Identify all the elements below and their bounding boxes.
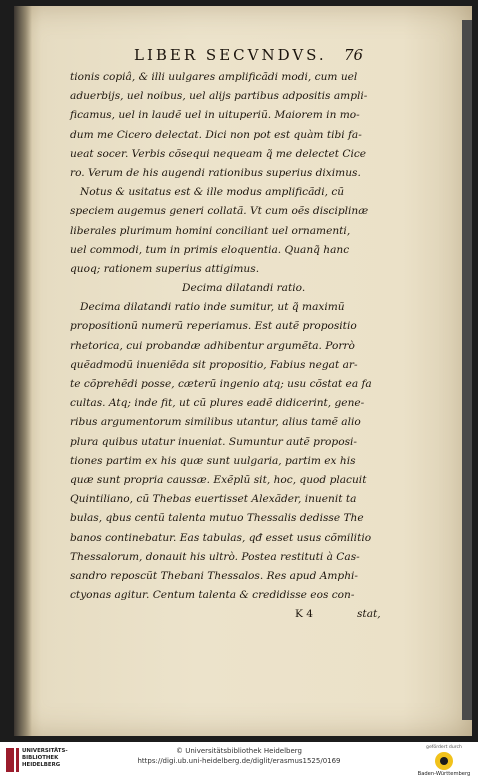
funder-badge-icon — [435, 752, 453, 770]
text-line: dum me Cicero delectat. Dici non pot est quàm tibi fa- — [70, 128, 362, 141]
catchword: stat, — [357, 608, 381, 621]
text-line: Decima dilatandi ratio inde sumitur, ut q̃ maximũ — [80, 301, 345, 314]
copyright-text: © Universitätsbibliothek Heidelberg — [175, 747, 302, 755]
text-line: ro. Verum de his augendi rationibus superius diximus. — [70, 166, 361, 179]
text-line: uel commodi, tum in primis eloquentia. Quanq̃ hanc — [70, 243, 350, 256]
text-line: tiones partim ex his quæ sunt uulgaria, partim ex his — [70, 454, 356, 467]
viewer-footer — [0, 742, 478, 780]
text-line: Notus & usitatus est & ille modus amplificãdi, cũ — [80, 186, 345, 199]
text-line: Thessalorum, donauit his ultrò. Postea restituti à Cas- — [70, 550, 360, 563]
text-line: ctyonas agitur. Centum talenta & credidisse eos con- — [70, 589, 355, 602]
text-line: quoq; rationem superius attigimus. — [70, 262, 260, 275]
text-line: speciem augemus generi collatã. Vt cum oẽs disciplinæ — [70, 205, 369, 218]
library-name-line: UNIVERSITÄTS- — [22, 748, 68, 754]
funder-logo[interactable] — [416, 745, 472, 777]
library-name-line: BIBLIOTHEK — [22, 755, 59, 761]
scan-edge — [462, 20, 472, 720]
funded-by-label: gefördert durch — [426, 745, 462, 750]
folio-number: 76 — [344, 46, 364, 64]
page-headline — [134, 46, 464, 66]
text-line: banos continebatur. Eas tabulas, qđ esset usus cõmilitio — [70, 531, 372, 544]
signature-line — [70, 605, 390, 624]
text-line: quẽadmodũ inueniẽda sit propositio, Fabius negat ar- — [70, 358, 358, 371]
text-line: bulas, qbus centũ talenta mutuo Thessalis dedisse The — [70, 512, 364, 525]
funder-name: Baden-Württemberg — [417, 771, 471, 777]
text-line: plura quibus utatur inueniat. Sumuntur autẽ proposi- — [70, 435, 357, 448]
text-line: propositionũ numerũ reperiamus. Est autẽ propositio — [70, 320, 357, 333]
running-title: LIBER SECVNDVS. — [134, 46, 327, 64]
text-line: ueat socer. Verbis cõsequi nequeam q̃ me delectet Cice — [70, 147, 367, 160]
book-page — [14, 6, 472, 736]
text-line: rhetorica, cui probandæ adhibentur argumẽta. Porrò — [70, 339, 355, 352]
library-name-line: HEIDELBERG — [22, 762, 61, 768]
text-line: tionis copiâ, & illi uulgares amplificãdi modi, cum uel — [70, 71, 358, 83]
section-heading: Decima dilatandi ratio. — [182, 282, 306, 295]
permalink-url[interactable]: https://digi.ub.uni-heidelberg.de/diglit/erasmus1525/0169 — [137, 757, 341, 765]
signature-mark: K 4 — [295, 608, 314, 621]
body-text — [70, 68, 390, 624]
text-line: cultas. Atq; inde fit, ut cũ plures eadẽ didicerint, gene- — [70, 397, 365, 410]
text-line: te cõprehẽdi posse, cæterũ ingenio atq; usu cõstat ea fa — [70, 378, 372, 390]
text-line: liberales plurimum homini conciliant uel ornamenti, — [70, 224, 351, 237]
text-line: aduerbijs, uel noibus, uel alijs partibus adpositis ampli- — [70, 90, 368, 103]
text-line: sandro reposcũt Thebani Thessalos. Res apud Amphi- — [70, 569, 358, 582]
text-line: ribus argumentorum similibus utantur, alius tamẽ alio — [70, 416, 361, 429]
text-line: Quintiliano, cũ Thebas euertisset Alexãder, inuenit ta — [70, 493, 357, 506]
text-line: ficamus, uel in laudẽ uel in uituperiũ. Maiorem in mo- — [70, 109, 360, 122]
page-gutter — [14, 6, 32, 736]
text-line: quæ sunt propria caussæ. Exẽplũ sit, hoc, quod placuit — [70, 473, 367, 486]
